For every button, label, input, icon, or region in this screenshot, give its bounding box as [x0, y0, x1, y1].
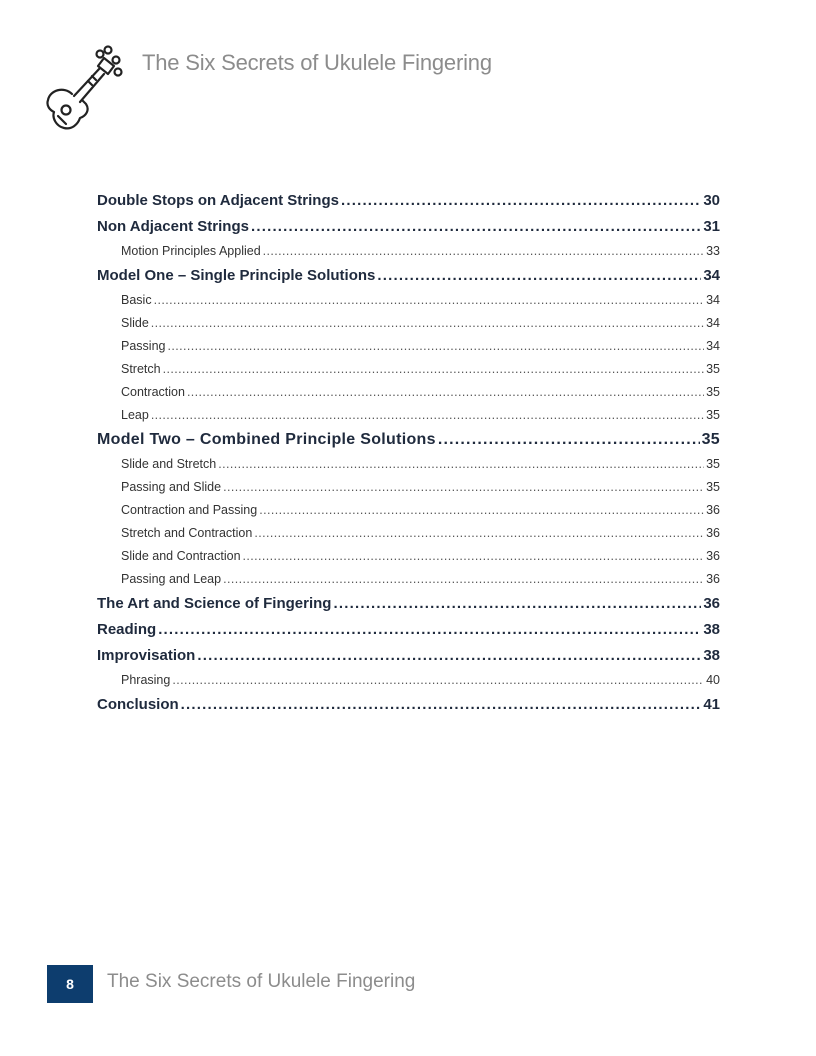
toc-leader-dots — [341, 188, 701, 214]
toc-entry-page: 41 — [703, 696, 720, 713]
toc-entry[interactable] — [97, 240, 720, 263]
toc-entry-label: Conclusion — [97, 696, 179, 713]
toc-entry-page: 33 — [706, 244, 720, 258]
toc-leader-dots — [263, 240, 704, 263]
toc-entry-page: 36 — [706, 503, 720, 517]
toc-entry[interactable] — [97, 643, 720, 669]
toc-entry-page: 36 — [706, 572, 720, 586]
toc-entry-label: Slide — [121, 316, 149, 330]
toc-entry-page: 38 — [703, 647, 720, 664]
toc-leader-dots — [223, 568, 704, 591]
toc-entry[interactable] — [97, 188, 720, 214]
toc-entry-label: Non Adjacent Strings — [97, 218, 249, 235]
toc-entry[interactable] — [97, 453, 720, 476]
toc-entry[interactable] — [97, 263, 720, 289]
toc-entry-page: 35 — [706, 457, 720, 471]
table-of-contents — [97, 188, 720, 718]
toc-entry-label: Double Stops on Adjacent Strings — [97, 192, 339, 209]
toc-entry[interactable] — [97, 312, 720, 335]
toc-entry-label: Model One – Single Principle Solutions — [97, 267, 376, 284]
toc-leader-dots — [167, 335, 704, 358]
toc-leader-dots — [163, 358, 704, 381]
toc-entry-page: 40 — [706, 673, 720, 687]
toc-leader-dots — [197, 643, 701, 669]
toc-entry[interactable] — [97, 522, 720, 545]
toc-entry-label: Stretch and Contraction — [121, 526, 253, 540]
toc-leader-dots — [438, 427, 700, 453]
toc-leader-dots — [158, 617, 701, 643]
toc-entry-label: Slide and Contraction — [121, 549, 241, 563]
toc-entry[interactable] — [97, 617, 720, 643]
footer-title: The Six Secrets of Ukulele Fingering — [107, 971, 416, 992]
toc-entry-page: 34 — [706, 339, 720, 353]
toc-entry[interactable] — [97, 381, 720, 404]
toc-leader-dots — [154, 289, 705, 312]
toc-entry-page: 30 — [703, 192, 720, 209]
toc-leader-dots — [151, 312, 704, 335]
toc-entry[interactable] — [97, 545, 720, 568]
toc-entry-label: Passing and Slide — [121, 480, 222, 494]
toc-entry-page: 36 — [703, 595, 720, 612]
toc-leader-dots — [333, 591, 701, 617]
toc-entry-label: Leap — [121, 408, 149, 422]
toc-entry-label: The Art and Science of Fingering — [97, 595, 332, 612]
toc-entry[interactable] — [97, 214, 720, 240]
toc-leader-dots — [259, 499, 704, 522]
toc-entry[interactable] — [97, 289, 720, 312]
toc-leader-dots — [251, 214, 701, 240]
toc-entry-label: Passing and Leap — [121, 572, 222, 586]
toc-entry-label: Contraction — [121, 385, 185, 399]
toc-leader-dots — [218, 453, 704, 476]
page-header — [42, 40, 742, 140]
toc-entry-label: Reading — [97, 621, 157, 638]
toc-entry-label: Passing — [121, 339, 166, 353]
toc-entry[interactable] — [97, 476, 720, 499]
toc-entry-label: Stretch — [121, 362, 161, 376]
toc-leader-dots — [181, 692, 702, 718]
toc-entry-page: 35 — [706, 385, 720, 399]
toc-leader-dots — [187, 381, 704, 404]
toc-entry-label: Phrasing — [121, 673, 171, 687]
toc-entry-label: Motion Principles Applied — [121, 244, 261, 258]
ukulele-icon — [42, 44, 134, 134]
toc-entry[interactable] — [97, 358, 720, 381]
toc-entry[interactable] — [97, 335, 720, 358]
toc-leader-dots — [172, 669, 704, 692]
toc-entry-page: 36 — [706, 549, 720, 563]
toc-entry[interactable] — [97, 427, 720, 453]
toc-entry-page: 35 — [701, 431, 720, 448]
toc-leader-dots — [151, 404, 704, 427]
toc-entry-label: Model Two – Combined Principle Solutions — [97, 431, 436, 448]
toc-entry[interactable] — [97, 499, 720, 522]
page-footer — [47, 965, 547, 1003]
toc-entry-page: 35 — [706, 480, 720, 494]
toc-entry-page: 34 — [706, 316, 720, 330]
toc-entry-label: Basic — [121, 293, 152, 307]
toc-entry-label: Improvisation — [97, 647, 196, 664]
header-title: The Six Secrets of Ukulele Fingering — [142, 50, 492, 75]
toc-entry-label: Contraction and Passing — [121, 503, 258, 517]
toc-entry-page: 31 — [703, 218, 720, 235]
toc-entry-page: 36 — [706, 526, 720, 540]
toc-entry-page: 35 — [706, 362, 720, 376]
toc-entry-page: 34 — [706, 293, 720, 307]
toc-entry[interactable] — [97, 404, 720, 427]
toc-leader-dots — [223, 476, 704, 499]
toc-entry[interactable] — [97, 591, 720, 617]
page-number-badge: 8 — [47, 965, 93, 1003]
toc-entry-label: Slide and Stretch — [121, 457, 217, 471]
toc-entry[interactable] — [97, 669, 720, 692]
toc-entry-page: 38 — [703, 621, 720, 638]
toc-leader-dots — [243, 545, 705, 568]
toc-entry[interactable] — [97, 568, 720, 591]
toc-entry-page: 34 — [703, 267, 720, 284]
toc-entry-page: 35 — [706, 408, 720, 422]
toc-entry[interactable] — [97, 692, 720, 718]
toc-leader-dots — [377, 263, 701, 289]
toc-leader-dots — [254, 522, 704, 545]
